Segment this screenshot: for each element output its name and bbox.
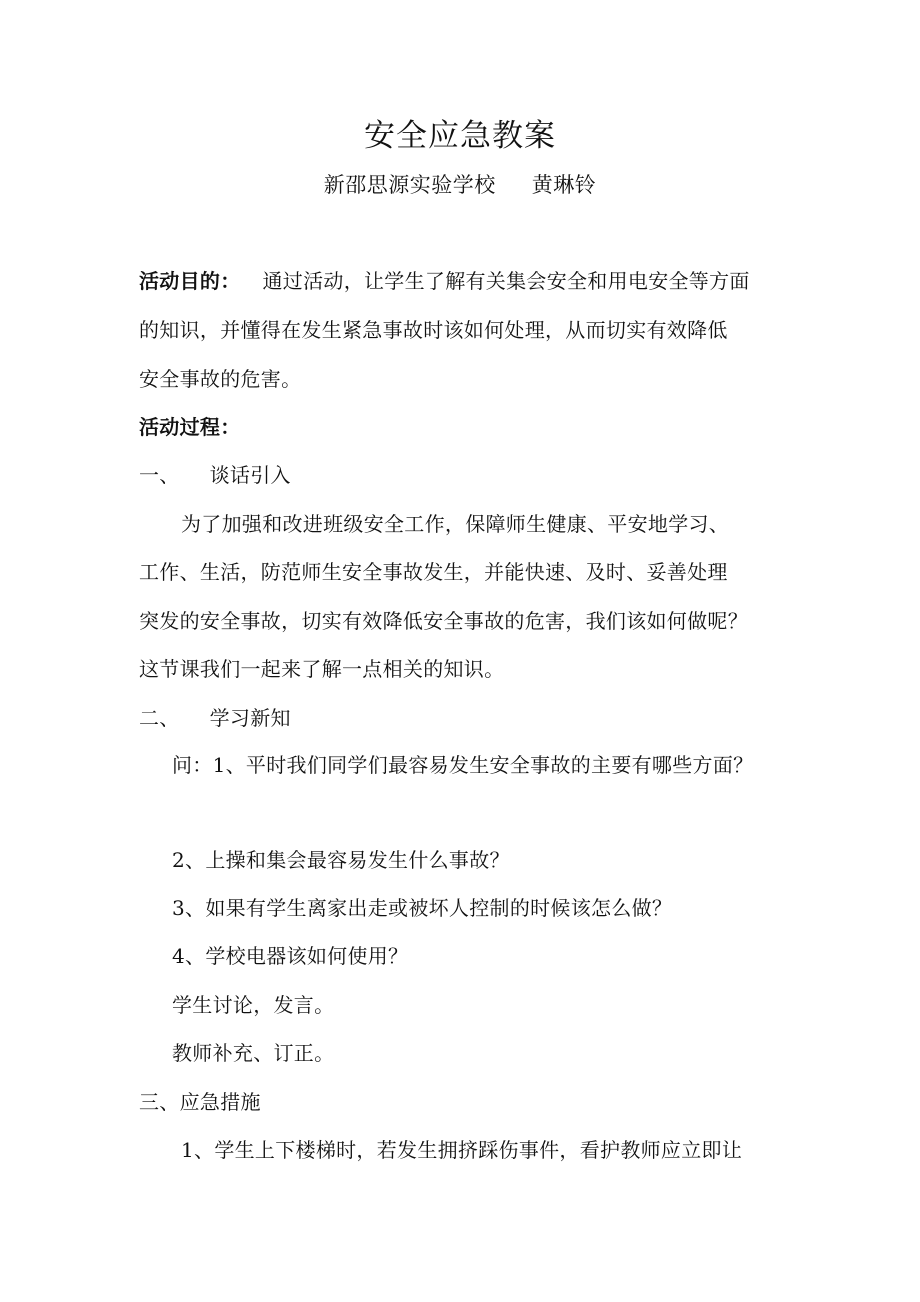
student-discussion: 学生讨论，发言。 [172, 993, 335, 1017]
school-name: 新邵思源实验学校 [323, 173, 496, 197]
section-2-heading [139, 705, 291, 731]
purpose-paragraph-line-1 [139, 268, 750, 294]
section-1-line-2: 工作、生活，防范师生安全事故发生，并能快速、及时、妥善处理 [139, 560, 728, 584]
purpose-text-1: 通过活动，让学生了解有关集会安全和用电安全等方面 [262, 269, 750, 293]
purpose-paragraph-line-2: 的知识，并懂得在发生紧急事故时该如何处理，从而切实有效降低 [139, 318, 728, 342]
question-3: 3、如果有学生离家出走或被坏人控制的时候该怎么做？ [172, 896, 673, 920]
section-1-line-3: 突发的安全事故，切实有效降低安全事故的危害，我们该如何做呢？ [139, 609, 748, 633]
section-1-line-4: 这节课我们一起来了解一点相关的知识。 [139, 657, 505, 681]
section-1-heading [139, 462, 291, 488]
author-name: 黄琳铃 [531, 173, 597, 197]
process-label: 活动过程： [139, 415, 241, 439]
section-3-heading: 三、应急措施 [139, 1090, 261, 1114]
purpose-label: 活动目的： [139, 269, 241, 293]
section-1-number: 一、 [139, 463, 180, 487]
section-1-line-1: 为了加强和改进班级安全工作，保障师生健康、平安地学习、 [181, 512, 730, 536]
purpose-paragraph-line-3: 安全事故的危害。 [139, 367, 302, 391]
section-3-item-1: 1、学生上下楼梯时，若发生拥挤踩伤事件，看护教师应立即让 [181, 1138, 743, 1162]
question-1: 问：1、平时我们同学们最容易发生安全事故的主要有哪些方面？ [172, 753, 754, 777]
author-line [0, 171, 920, 199]
section-1-title: 谈话引入 [209, 463, 291, 487]
question-4: 4、学校电器该如何使用？ [172, 944, 409, 968]
section-2-title: 学习新知 [209, 706, 291, 730]
question-2: 2、上操和集会最容易发生什么事故？ [172, 848, 510, 872]
document-title: 安全应急教案 [364, 118, 556, 154]
section-2-number: 二、 [139, 706, 180, 730]
teacher-supplement: 教师补充、订正。 [172, 1041, 335, 1065]
